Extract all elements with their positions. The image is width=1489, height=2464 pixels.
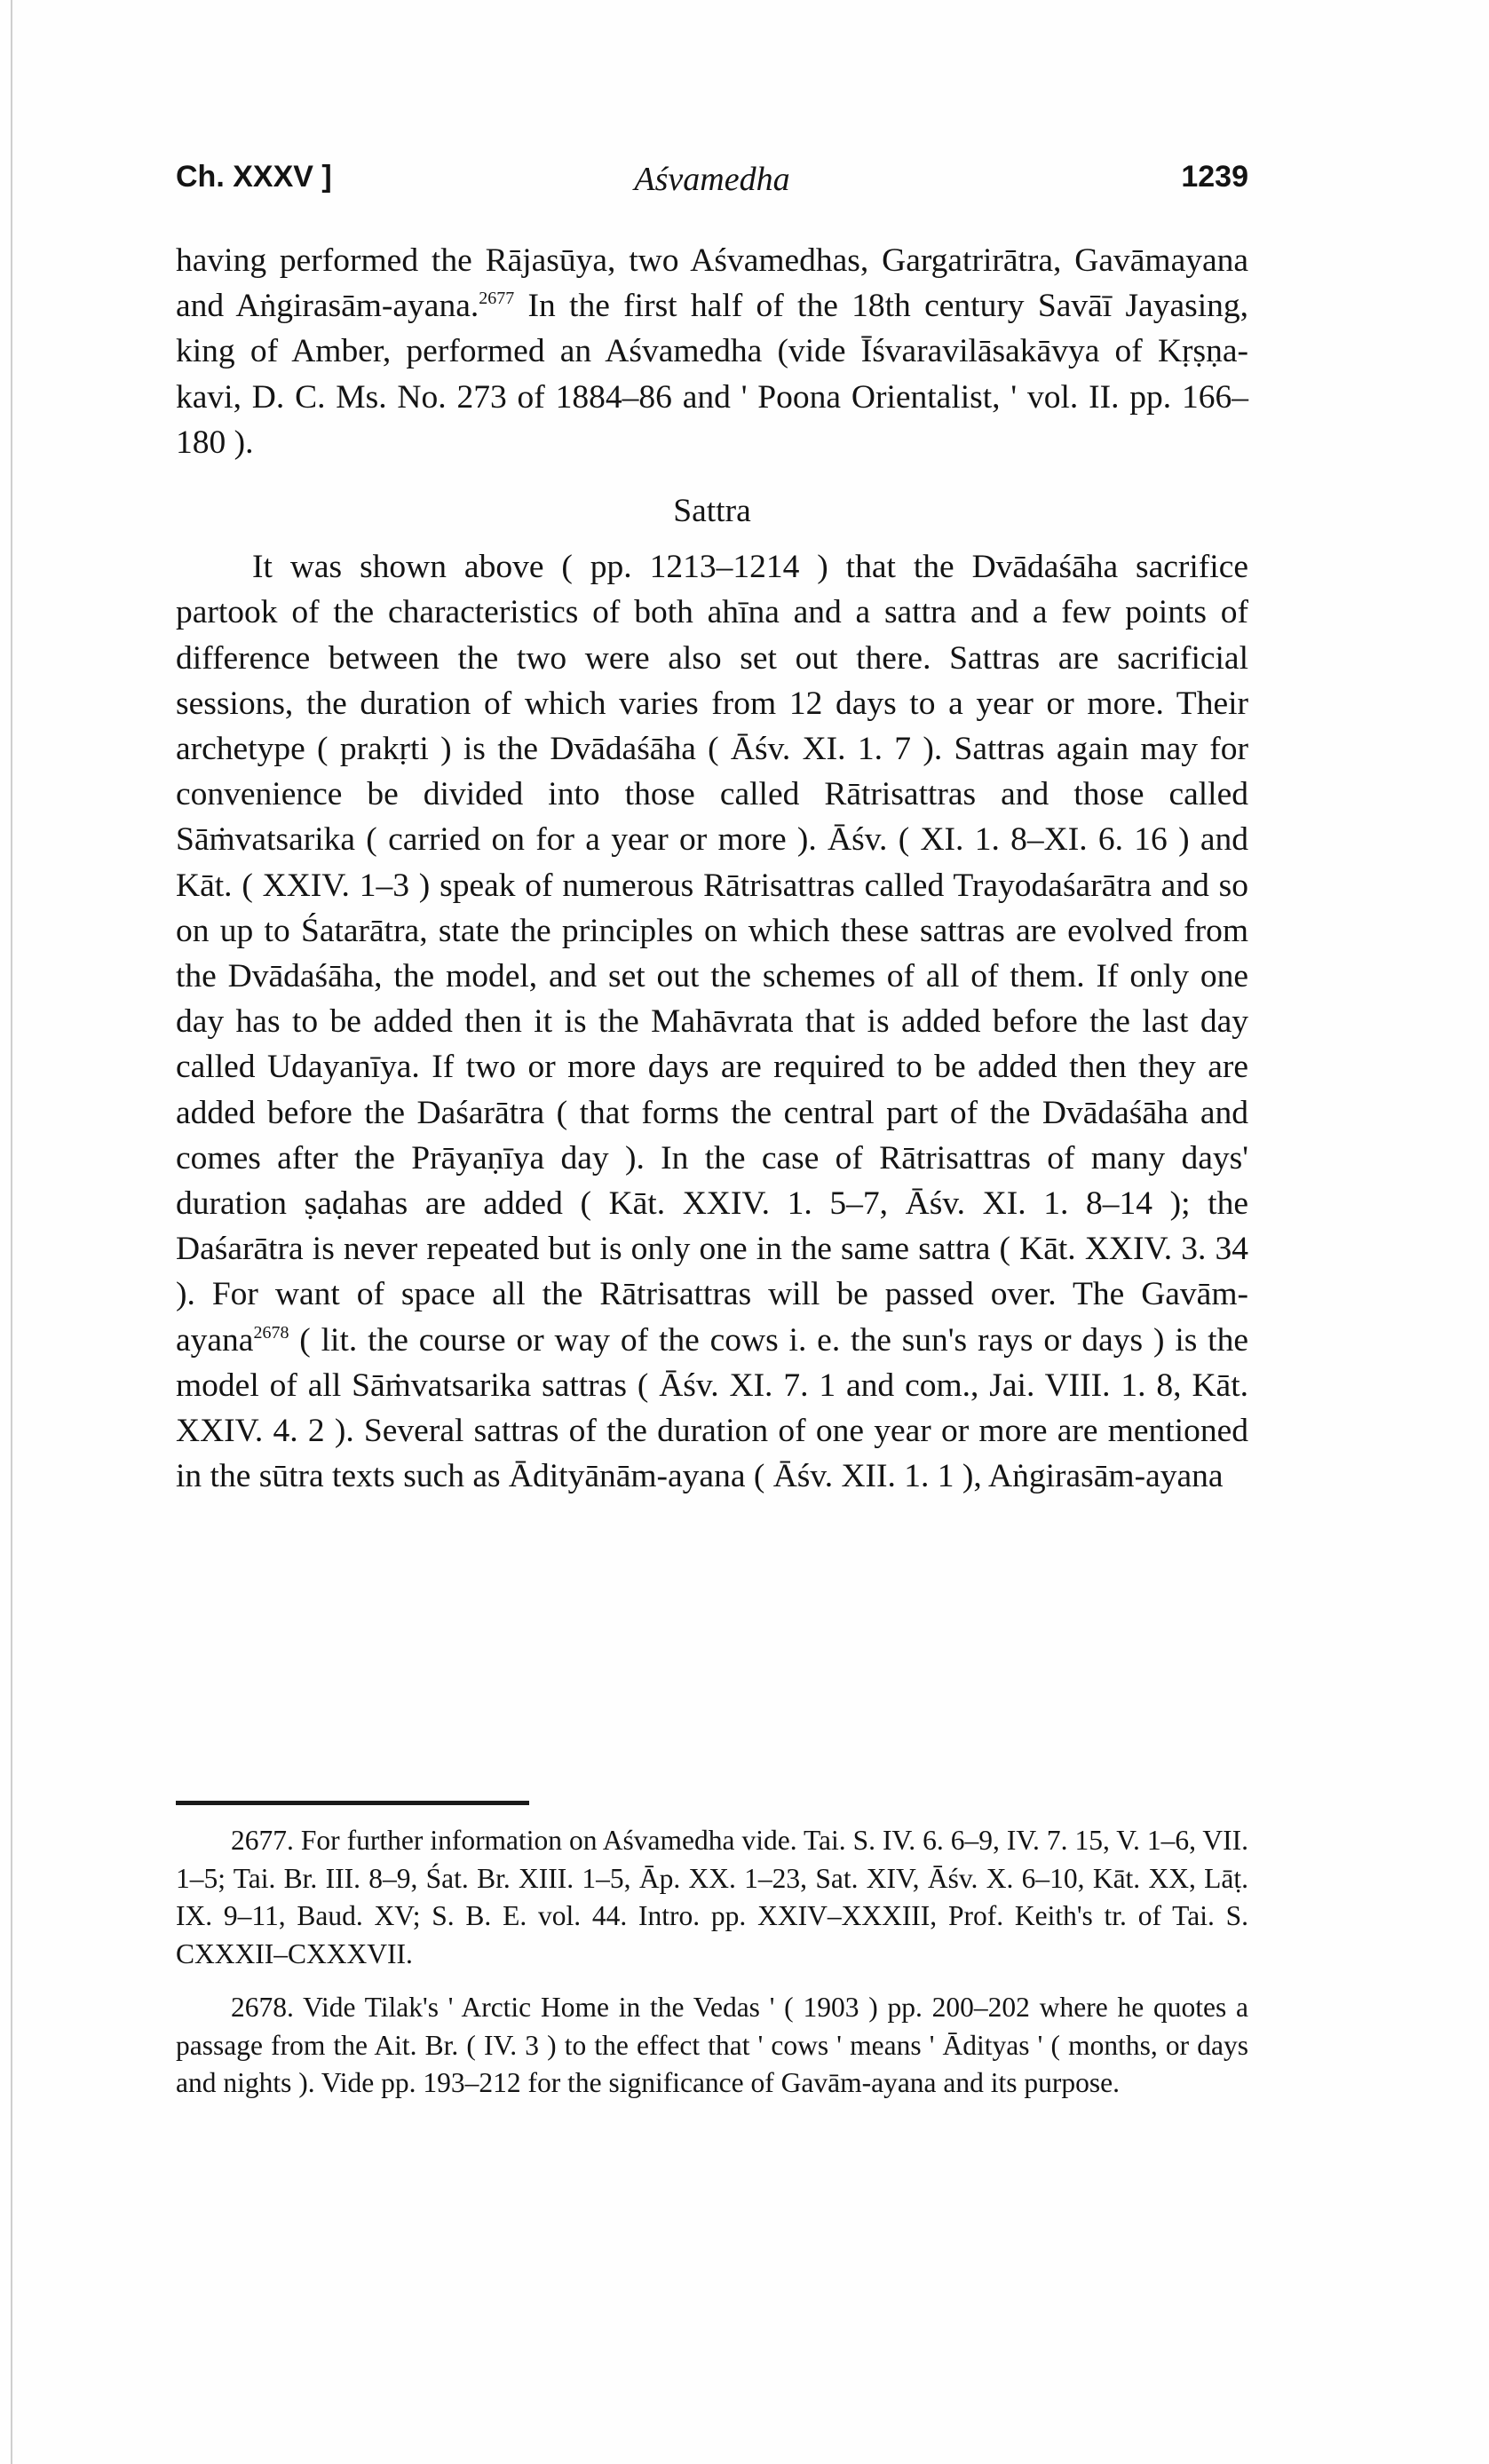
running-title: Aśvamedha: [634, 161, 790, 198]
chapter-label: Ch. XXXV ]: [176, 160, 332, 194]
section-heading: Sattra: [673, 493, 751, 530]
paragraph-2-text-after: ( lit. the course or way of the cows i. e. the sun's rays or days ) is the model of all Sāṁvatsarika sattras ( Āśv. XI. 7. 1 and com., Jai. VIII. 1. 8, Kāt. XXIV. 4. 2 ). Several sattras of the duration of one year or more are mentioned in the sūtra texts such as Ādityānām-ayana ( Āśv. XII. 1. 1 ), Aṅgirasām-ayana: [176, 1321, 1248, 1495]
paragraph-2: [176, 544, 1248, 1499]
footnote-2677: [176, 1822, 1248, 1973]
footnote-text: Vide Tilak's ' Arctic Home in the Vedas ' ( 1903 ) pp. 200–202 where he quotes a passage from the Ait. Br. ( IV. 3 ) to the effect that ' cows ' means ' Ādityas ' ( months, or days and nights ). Vide pp. 193–212 for the significance of Gavām-ayana and its purpose.: [176, 1992, 1248, 2098]
paragraph-2-text: It was shown above ( pp. 1213–1214 ) that the Dvādaśāha sacrifice partook of the characteristics of both ahīna and a sattra and a few points of difference between the two were also set out there. Sattras are sacrificial sessions, the duration of which varies from 12 days to a year or more. Their archetype ( prakṛti ) is the Dvādaśāha ( Āśv. XI. 1. 7 ). Sattras again may for convenience be divided into those called Rātrisattras and those called Sāṁvatsarika ( carried on for a year or more ). Āśv. ( XI. 1. 8–XI. 6. 16 ) and Kāt. ( XXIV. 1–3 ) speak of numerous Rātrisattras called Trayodaśarātra and so on up to Śatarātra, state the principles on which these sattras are evolved from the Dvādaśāha, the model, and set out the schemes of all of them. If only one day has to be added then it is the Mahāvrata that is added before the last day called Udayanīya. If two or more days are required to be added then they are added before the Daśarātra ( that forms the central part of the Dvādaśāha and comes after the Prāyaṇīya day ). In the case of Rātrisattras of many days' duration ṣaḍahas are added ( Kāt. XXIV. 1. 5–7, Āśv. XI. 1. 8–14 ); the Daśarātra is never repeated but is only one in the same sattra ( Kāt. XXIV. 3. 34 ). For want of space all the Rātrisattras will be passed over. The Gavām-ayana: [176, 549, 1248, 1359]
paragraph-1-text: having performed the Rājasūya, two Aśvamedhas, Gargatrirātra, Gavāmayana and Aṅgirasām-ayana.: [176, 242, 1248, 325]
footnote-ref-2677: 2677: [479, 289, 515, 309]
page-left-edge: [11, 0, 12, 2464]
page-number: 1239: [1181, 160, 1248, 194]
running-header: [176, 160, 1248, 213]
footnote-number: 2678.: [231, 1992, 294, 2023]
footnotes: [176, 1822, 1248, 2103]
footnote-2678: [176, 1989, 1248, 2103]
footnote-text: For further information on Aśvamedha vide. Tai. S. IV. 6. 6–9, IV. 7. 15, V. 1–6, VII. 1–5; Tai. Br. III. 8–9, Śat. Br. XIII. 1–5, Āp. XX. 1–23, Sat. XIV, Āśv. X. 6–10, Kāt. XX, Lāṭ. IX. 9–11, Baud. XV; S. B. E. vol. 44. Intro. pp. XXIV–XXXIII, Prof. Keith's tr. of Tai. S. CXXXII–CXXXVII.: [176, 1825, 1249, 1969]
footnote-ref-2678: 2678: [253, 1322, 289, 1343]
main-text: [176, 238, 1248, 1499]
footnote-number: 2677.: [231, 1825, 294, 1856]
footnote-divider: [176, 1801, 529, 1805]
paragraph-1-text-after: In the first half of the 18th century Savāī Jayasing, king of Amber, performed an Aśvamedha (vide Īśvaravilāsakāvya of Kṛṣṇa-kavi, D. C. Ms. No. 273 of 1884–86 and ' Poona Orientalist, ' vol. II. pp. 166–180 ).: [176, 288, 1248, 461]
paragraph-1: [176, 238, 1248, 465]
